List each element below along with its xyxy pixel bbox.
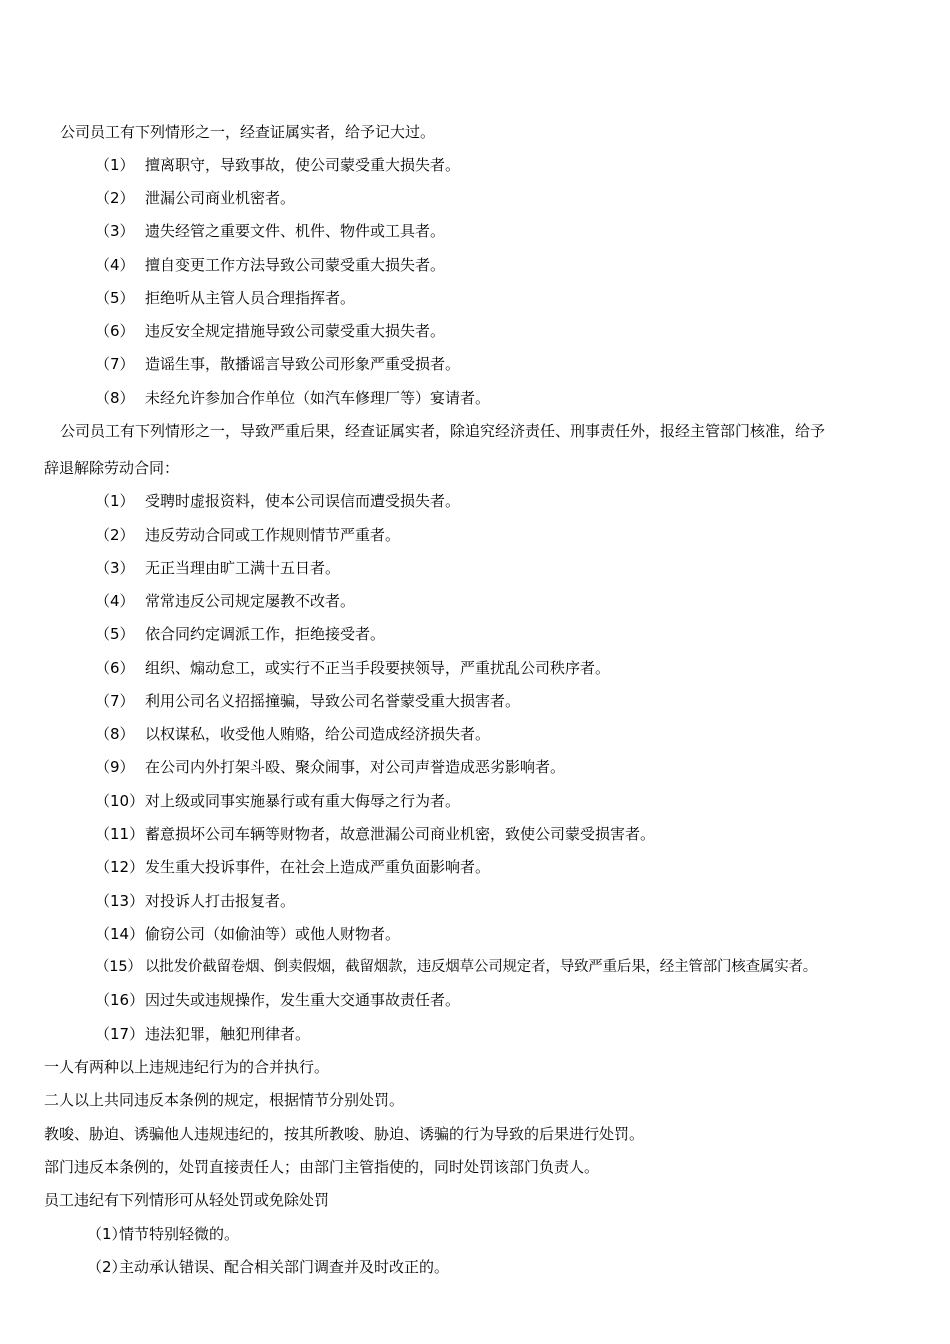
section1-item [95, 155, 460, 175]
item-text: 蓄意损坏公司车辆等财物者，故意泄漏公司商业机密，致使公司蒙受损害者。 [145, 825, 656, 843]
item-text: 擅自变更工作方法导致公司蒙受重大损失者。 [145, 256, 446, 274]
item-text: 以批发价截留卷烟、倒卖假烟，截留烟款，违反烟草公司规定者，导致严重后果，经主管部门核查属实者。 [145, 959, 818, 975]
section1-item [95, 255, 445, 275]
item-text: 遗失经管之重要文件、机件、物件或工具者。 [145, 222, 446, 240]
item-text: 违法犯罪，触犯刑律者。 [145, 1025, 311, 1043]
item-text: 主动承认错误、配合相关部门调查并及时改正的。 [119, 1258, 450, 1276]
section2-item [95, 924, 400, 944]
section2-item [95, 990, 460, 1010]
section2-item [95, 957, 817, 977]
item-text: 常常违反公司规定屡教不改者。 [145, 592, 356, 610]
item-text: 依合同约定调派工作，拒绝接受者。 [145, 625, 386, 643]
item-number: （2） [95, 526, 135, 544]
item-number: （2） [87, 1258, 127, 1276]
item-number: （14） [95, 925, 145, 943]
item-text: 发生重大投诉事件，在社会上造成严重负面影响者。 [145, 858, 491, 876]
section2-item [95, 658, 610, 678]
section2-item [95, 891, 295, 911]
item-number: （3） [95, 222, 135, 240]
rule-paragraph: 部门违反本条例的，处罚直接责任人；由部门主管指使的，同时处罚该部门负责人。 [44, 1158, 600, 1176]
item-text: 偷窃公司（如偷油等）或他人财物者。 [145, 925, 401, 943]
item-text: 违反安全规定措施导致公司蒙受重大损失者。 [145, 322, 446, 340]
item-text: 利用公司名义招摇撞骗，导致公司名誉蒙受重大损害者。 [145, 692, 521, 710]
item-text: 受聘时虚报资料，使本公司误信而遭受损失者。 [145, 492, 461, 510]
item-text: 在公司内外打架斗殴、聚众闹事，对公司声誉造成恶劣影响者。 [145, 758, 566, 776]
item-text: 组织、煽动怠工，或实行不正当手段要挟领导，严重扰乱公司秩序者。 [145, 659, 611, 677]
section2-item [95, 791, 460, 811]
section2-item [95, 724, 490, 744]
section2-item [95, 1024, 310, 1044]
item-number: （10） [95, 792, 145, 810]
item-text: 拒绝听从主管人员合理指挥者。 [145, 289, 356, 307]
section1-item [95, 321, 445, 341]
item-text: 违反劳动合同或工作规则情节严重者。 [145, 526, 401, 544]
item-text: 泄漏公司商业机密者。 [145, 189, 296, 207]
rule-paragraph: 员工违纪有下列情形可从轻处罚或免除处罚 [44, 1191, 330, 1209]
section2-intro-line1: 公司员工有下列情形之一，导致严重后果，经查证属实者，除追究经济责任、刑事责任外，报经主管部门核准，给予 [60, 422, 826, 440]
section1-item [95, 188, 295, 208]
mitigation-item [87, 1257, 449, 1277]
rule-paragraph: 教唆、胁迫、诱骗他人违规违纪的，按其所教唆、胁迫、诱骗的行为导致的后果进行处罚。 [44, 1125, 645, 1143]
rule-paragraph: 一人有两种以上违规违纪行为的合并执行。 [44, 1058, 330, 1076]
section1-intro: 公司员工有下列情形之一，经查证属实者，给予记大过。 [60, 123, 436, 141]
item-number: （1） [87, 1225, 127, 1243]
item-number: （8） [95, 389, 135, 407]
section2-item [95, 757, 565, 777]
item-number: （12） [95, 858, 145, 876]
item-text: 因过失或违规操作，发生重大交通事故责任者。 [145, 991, 461, 1009]
section2-item [95, 525, 400, 545]
item-number: （13） [95, 892, 145, 910]
item-number: （6） [95, 322, 135, 340]
section2-item [95, 624, 385, 644]
item-number: （4） [95, 256, 135, 274]
section1-item [95, 388, 490, 408]
item-text: 对投诉人打击报复者。 [145, 892, 296, 910]
section2-item [95, 591, 355, 611]
item-number: （4） [95, 592, 135, 610]
item-number: （5） [95, 289, 135, 307]
item-number: （15） [95, 959, 142, 975]
section1-item [95, 221, 445, 241]
item-text: 无正当理由旷工满十五日者。 [145, 559, 341, 577]
item-number: （5） [95, 625, 135, 643]
item-number: （11） [95, 825, 145, 843]
section1-item [95, 354, 460, 374]
item-text: 以权谋私，收受他人贿赂，给公司造成经济损失者。 [145, 725, 491, 743]
item-number: （17） [95, 1025, 145, 1043]
section2-item [95, 691, 520, 711]
item-number: （6） [95, 659, 135, 677]
item-number: （7） [95, 692, 135, 710]
item-text: 造谣生事，散播谣言导致公司形象严重受损者。 [145, 355, 461, 373]
section1-item [95, 288, 355, 308]
item-number: （8） [95, 725, 135, 743]
section2-item [95, 857, 490, 877]
section2-item [95, 558, 340, 578]
item-number: （1） [95, 492, 135, 510]
item-number: （16） [95, 991, 145, 1009]
item-text: 擅离职守，导致事故，使公司蒙受重大损失者。 [145, 156, 461, 174]
section2-intro-line2: 辞退解除劳动合同： [44, 459, 180, 477]
item-text: 未经允许参加合作单位（如汽车修理厂等）宴请者。 [145, 389, 491, 407]
item-number: （2） [95, 189, 135, 207]
mitigation-item [87, 1224, 239, 1244]
item-number: （7） [95, 355, 135, 373]
item-number: （9） [95, 758, 135, 776]
item-text: 情节特别轻微的。 [119, 1225, 240, 1243]
section2-item [95, 491, 460, 511]
item-number: （3） [95, 559, 135, 577]
section2-item [95, 824, 655, 844]
item-number: （1） [95, 156, 135, 174]
item-text: 对上级或同事实施暴行或有重大侮辱之行为者。 [145, 792, 461, 810]
rule-paragraph: 二人以上共同违反本条例的规定，根据情节分别处罚。 [44, 1091, 405, 1109]
